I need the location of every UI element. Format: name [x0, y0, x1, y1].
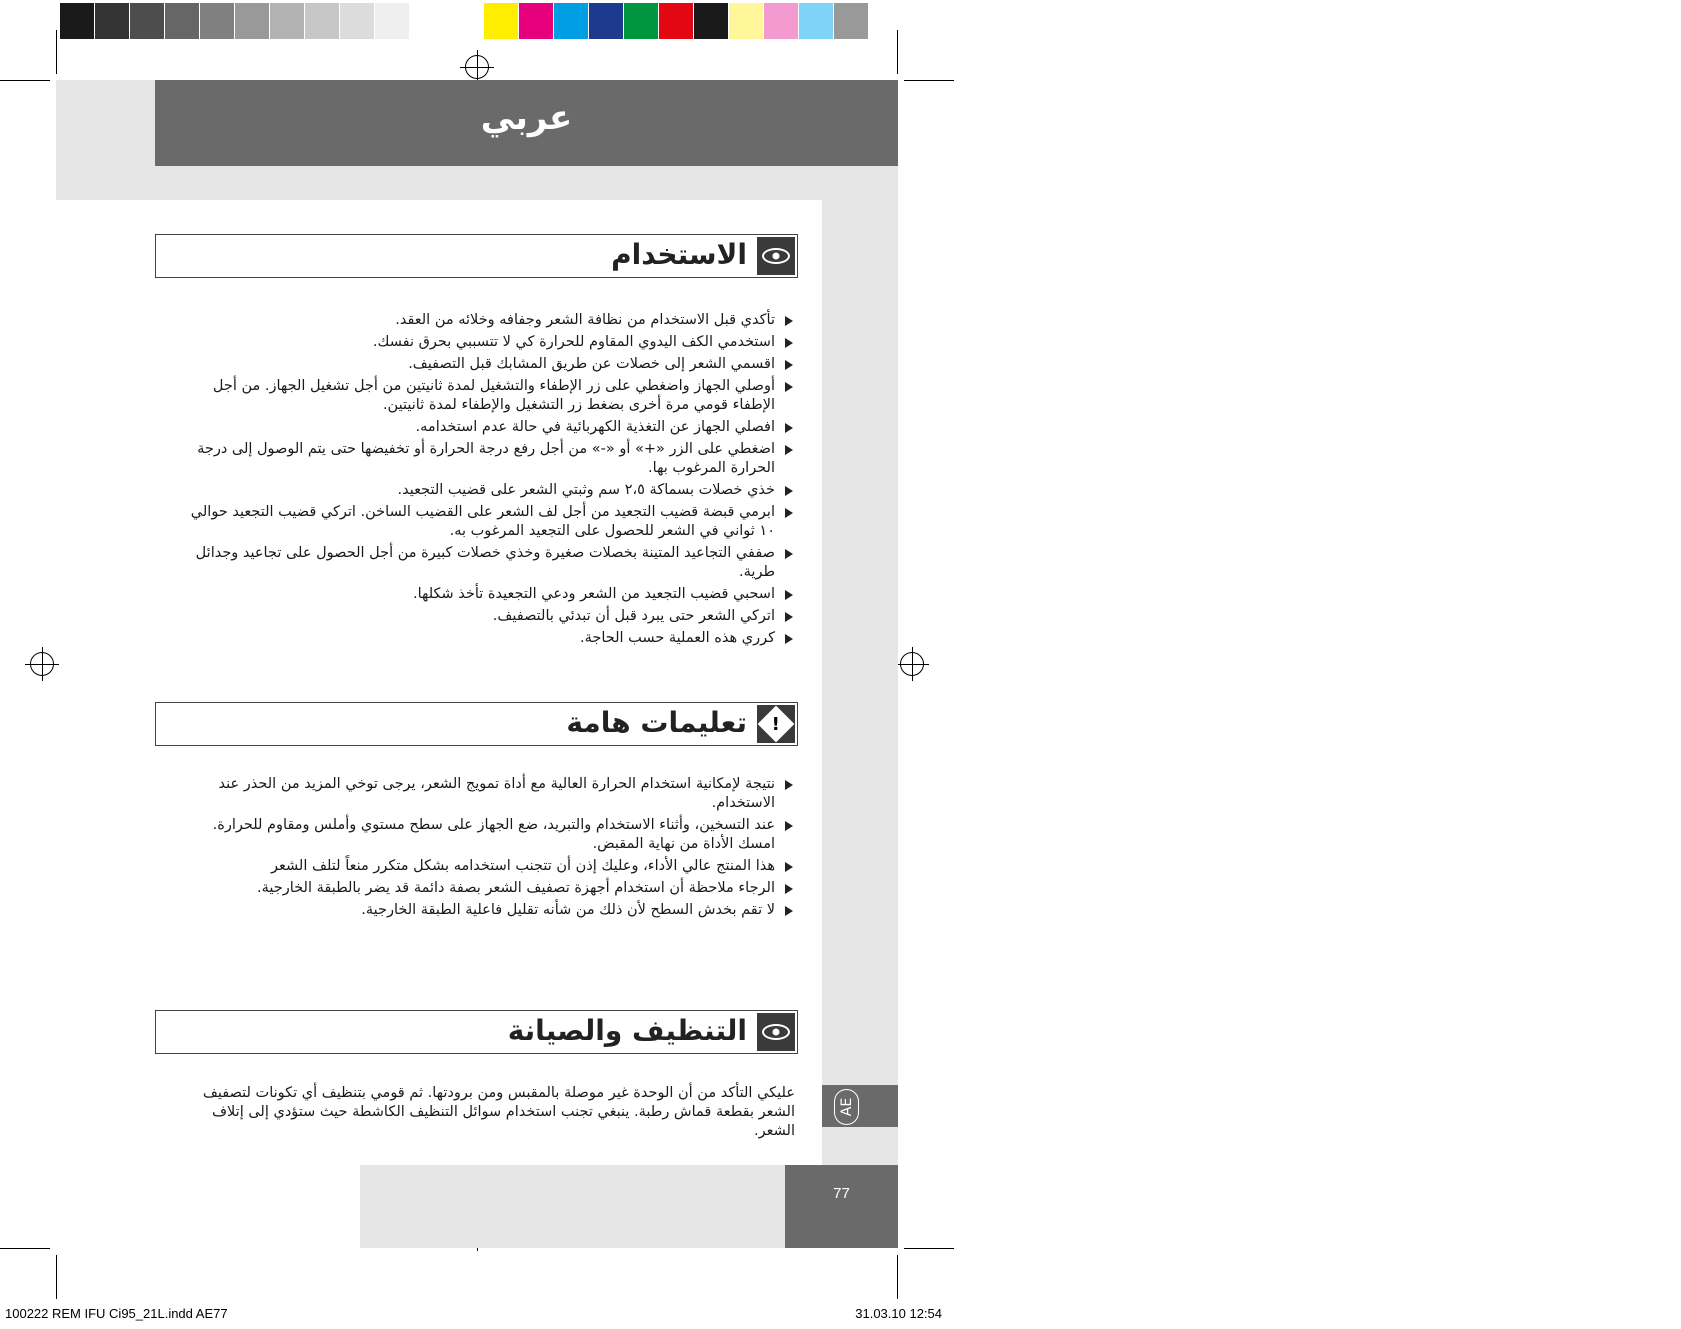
list-item: هذا المنتج عالي الأداء، وعليك إذن أن تتجنب استخدامه بشكل متكرر منعاً لتلف الشعر [180, 857, 795, 876]
page-number-box [785, 1165, 898, 1248]
colour-swatch [694, 3, 729, 39]
colour-swatch [834, 3, 869, 39]
warnings-list [180, 775, 795, 923]
colour-swatch [519, 3, 554, 39]
colour-swatch [340, 3, 375, 39]
list-item: كرري هذه العملية حسب الحاجة. [180, 629, 795, 648]
list-item: لا تقم بخدش السطح لأن ذلك من شأنه تقليل فاعلية الطبقة الخارجية. [180, 901, 795, 920]
colour-swatch [624, 3, 659, 39]
colour-swatch [305, 3, 340, 39]
language-tab-p[interactable]: P [1656, 760, 1681, 796]
list-item: صففي التجاعيد المتينة بخصلات صغيرة وخذي خصلات كبيرة من أجل الحصول على تجاعيد وجدائل طرية. [180, 544, 795, 582]
list-item: اسحبي قضيب التجعيد من الشعر ودعي التجعيدة تأخذ شكلها. [180, 585, 795, 604]
colour-swatch [589, 3, 624, 39]
crop-mark [904, 1248, 954, 1249]
list-item: اضغطي على الزر «+» أو «-» من أجل رفع درجة الحرارة أو تخفيضها حتى يتم الوصول إلى درجة الحرارة المرغوب بها. [180, 440, 795, 478]
crop-mark [0, 1248, 50, 1249]
language-tab-dk[interactable]: DK [1656, 622, 1681, 658]
colour-swatch [799, 3, 834, 39]
colour-swatch [130, 3, 165, 39]
grey-scale-bar [60, 3, 445, 39]
footer-date-time: 31.03.10 12:54 [855, 1306, 942, 1321]
section-header-warnings [155, 702, 798, 746]
section-title: تعليمات هامة [566, 706, 747, 739]
eye-icon [757, 1013, 795, 1051]
colour-swatch [235, 3, 270, 39]
crop-mark [897, 1255, 898, 1299]
crop-mark [56, 30, 57, 74]
colour-swatch [375, 3, 410, 39]
colour-swatch [60, 3, 95, 39]
language-tab-fin[interactable]: FIN [1656, 714, 1681, 750]
colour-swatch [659, 3, 694, 39]
section-title: التنظيف والصيانة [507, 1014, 747, 1047]
crop-mark [56, 1255, 57, 1299]
cleaning-paragraph: عليكي التأكد من أن الوحدة غير موصلة بالمقبس ومن برودتها. ثم قومي بتنظيف أي تكونات لتصفيف الشعر بقطعة قماش رطبة. ينبغي تجنب استخدام سوائل التنظيف الكاشطة حيث ستؤدي إلى إتلاف الشعر. [202, 1085, 795, 1139]
use-instructions-list [180, 311, 795, 651]
colour-swatch [764, 3, 799, 39]
section-header-cleaning [155, 1010, 798, 1054]
list-item: اقسمي الشعر إلى خصلات عن طريق المشابك قبل التصفيف. [180, 355, 795, 374]
language-tab-e[interactable]: E [1656, 530, 1681, 566]
list-item: استخدمي الكف اليدوي المقاوم للحرارة كي لا تتسببي بحرق نفسك. [180, 333, 795, 352]
section-title: الاستخدام [611, 238, 747, 271]
language-tab-pl[interactable]: PL [1656, 898, 1681, 934]
page-title: عربي [480, 98, 573, 138]
crop-mark [897, 30, 898, 74]
footer-file-info: 100222 REM IFU Ci95_21L.indd AE77 [5, 1306, 228, 1321]
section-header-use [155, 234, 798, 278]
language-tab-gb[interactable]: GB [1656, 346, 1681, 382]
language-tab-hun[interactable]: HUN [1656, 944, 1681, 980]
colour-swatch [554, 3, 589, 39]
process-colour-bar [484, 3, 869, 39]
list-item: ابرمي قبضة قضيب التجعيد من أجل لف الشعر على القضيب الساخن. اتركي قضيب التجعيد حوالي ١٠ ثواني في الشعر للحصول على التجعيد المرغوب به. [180, 503, 795, 541]
list-item: تأكدي قبل الاستخدام من نظافة الشعر وجفافه وخلائه من العقد. [180, 311, 795, 330]
language-tab-nl[interactable]: NL [1656, 438, 1681, 474]
colour-swatch [729, 3, 764, 39]
registration-mark-right [900, 652, 924, 676]
list-item: افصلي الجهاز عن التغذية الكهربائية في حالة عدم استخدامه. [180, 418, 795, 437]
colour-swatch [410, 3, 445, 39]
crop-mark [904, 80, 954, 81]
crop-mark [0, 80, 50, 81]
colour-swatch [95, 3, 130, 39]
language-tab-sl[interactable]: SL [1656, 1174, 1681, 1210]
title-bar [155, 80, 898, 166]
list-item: خذي خصلات بسماكة ٢،٥ سم وثبتي الشعر على قضيب التجعيد. [180, 481, 795, 500]
language-tab-sk[interactable]: SK [1656, 806, 1681, 842]
colour-swatch [270, 3, 305, 39]
language-tab-ro[interactable]: RO [1656, 1082, 1681, 1118]
list-item: نتيجة لإمكانية استخدام الحرارة العالية مع أداة تمويج الشعر، يرجى توخي المزيد من الحذر عند الاستخدام. [180, 775, 795, 813]
language-tab-d[interactable]: D [1656, 392, 1681, 428]
active-language-tab [822, 1085, 898, 1127]
eye-icon [757, 237, 795, 275]
language-tab-tr[interactable]: TR [1656, 1036, 1681, 1072]
language-tab-i[interactable]: I [1656, 576, 1681, 612]
colour-swatch [484, 3, 519, 39]
list-item: أوصلي الجهاز واضغطي على زر الإطفاء والتشغيل لمدة ثانيتين من أجل تشغيل الجهاز. من أجل الإطفاء قومي مرة أخرى بضغط زر التشغيل والإطفاء لمدة ثانيتين. [180, 377, 795, 415]
language-tab-cz[interactable]: CZ [1656, 852, 1681, 888]
colour-swatch [165, 3, 200, 39]
list-item: اتركي الشعر حتى يبرد قبل أن تبدئي بالتصفيف. [180, 607, 795, 626]
warning-icon: ! [757, 705, 795, 743]
page-number: 77 [833, 1185, 850, 1202]
language-tab-hr-srb[interactable]: HR/SRB [1656, 1220, 1681, 1256]
registration-mark-left [30, 652, 54, 676]
colour-swatch [200, 3, 235, 39]
language-tab-gr[interactable]: GR [1656, 1128, 1681, 1164]
language-tab-active: AE [834, 1089, 859, 1125]
language-tab-ru[interactable]: RU [1656, 990, 1681, 1026]
registration-mark-top [465, 55, 489, 79]
language-tab-f[interactable]: F [1656, 484, 1681, 520]
footer-background [360, 1165, 785, 1248]
list-item: عند التسخين، وأثناء الاستخدام والتبريد، ضع الجهاز على سطح مستوي وأملس ومقاوم للحرارة. امسك الأداة من نهاية المقبض. [180, 816, 795, 854]
language-tab-s[interactable]: S [1656, 668, 1681, 704]
list-item: الرجاء ملاحظة أن استخدام أجهزة تصفيف الشعر بصفة دائمة قد يضر بالطبقة الخارجية. [180, 879, 795, 898]
